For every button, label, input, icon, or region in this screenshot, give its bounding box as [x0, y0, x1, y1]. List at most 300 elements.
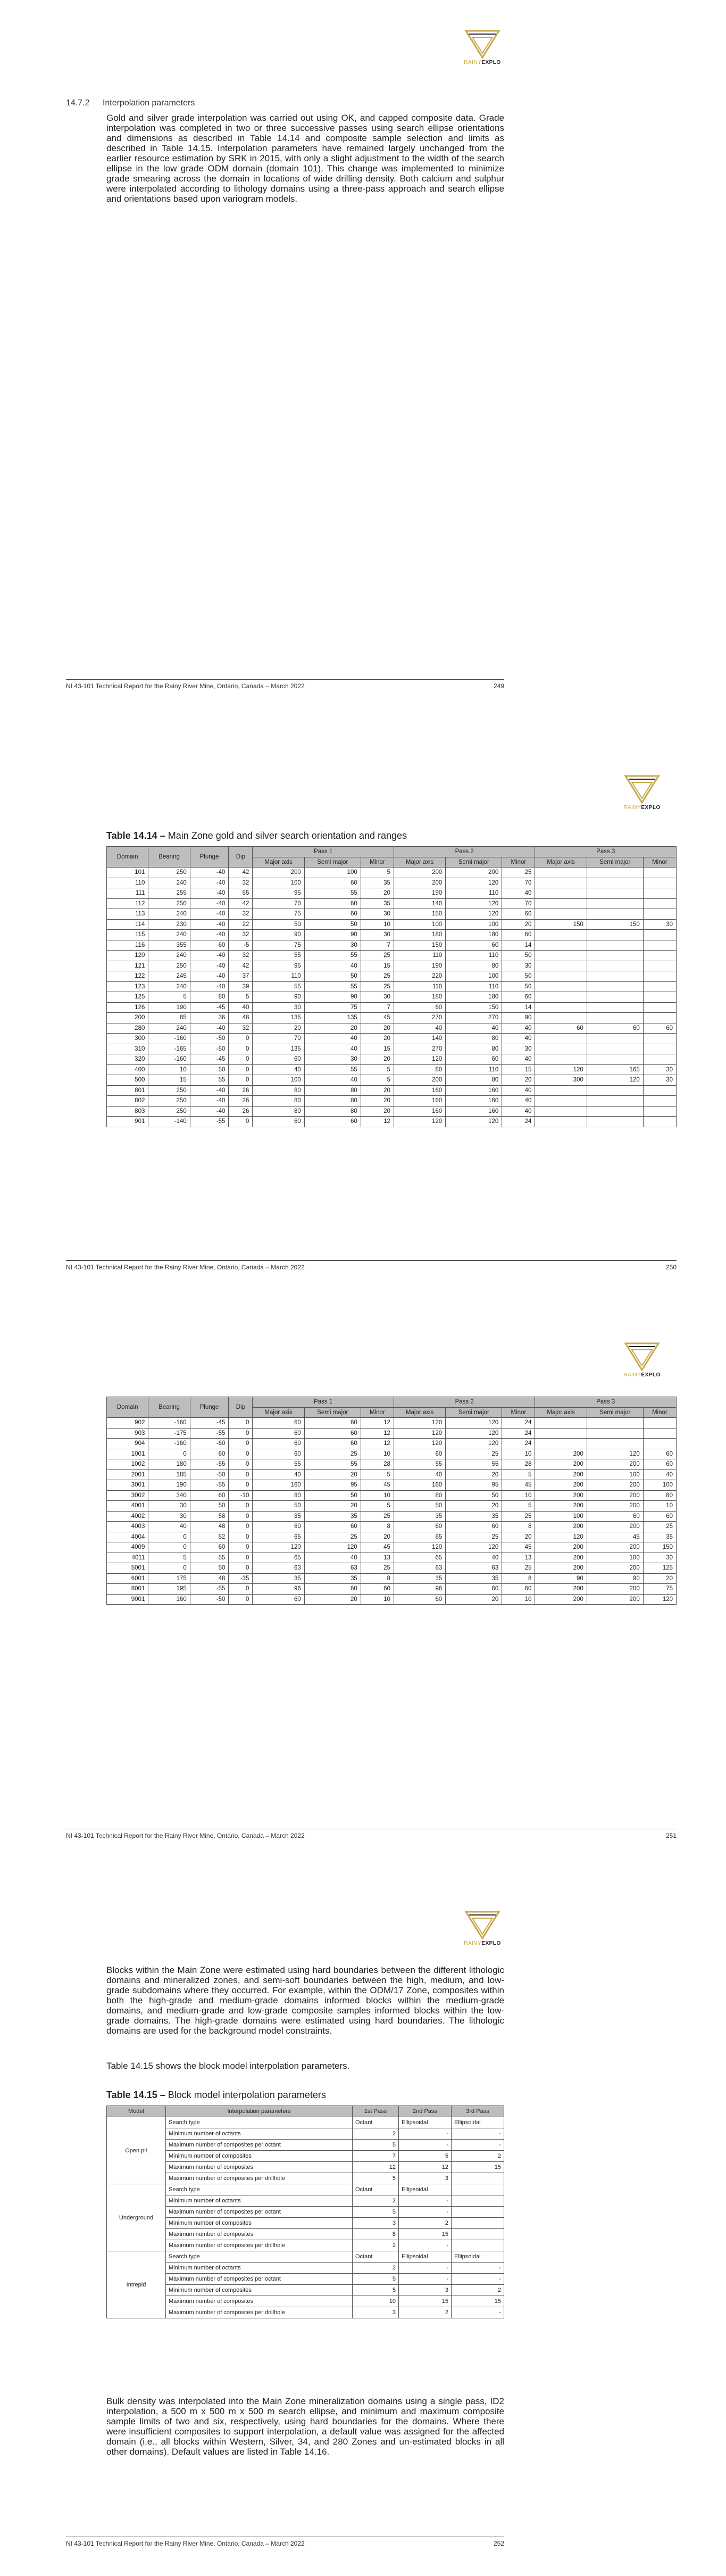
table-cell — [587, 1428, 643, 1439]
table-row — [107, 1418, 677, 1429]
table-cell: 60 — [361, 1584, 394, 1595]
table-row — [107, 1469, 677, 1480]
table-cell: 60 — [587, 1023, 643, 1034]
table-cell: 55 — [304, 1459, 361, 1470]
table-cell: 12 — [361, 1117, 394, 1127]
table-cell: 310 — [107, 1044, 148, 1054]
th-plunge: Plunge — [190, 847, 229, 868]
value-cell: 10 — [353, 2296, 399, 2307]
table-cell — [587, 1096, 643, 1107]
table-cell: 122 — [107, 971, 148, 982]
table-row — [107, 1002, 677, 1013]
table-cell: 80 — [253, 1490, 304, 1501]
table-cell: 200 — [535, 1449, 587, 1459]
table-cell: 30 — [643, 1553, 676, 1563]
value-cell: 15 — [451, 2162, 504, 2173]
table-cell: 200 — [535, 1459, 587, 1470]
value-cell: Octant — [353, 2184, 399, 2195]
table-cell: 110 — [253, 971, 304, 982]
table-cell: 12 — [361, 1439, 394, 1449]
table-cell: 52 — [190, 1532, 229, 1542]
table-cell — [643, 1418, 676, 1429]
table-cell: 12 — [361, 1428, 394, 1439]
table-cell: 240 — [148, 878, 190, 888]
table-cell: 20 — [361, 888, 394, 899]
table-cell: 20 — [361, 1023, 394, 1034]
table-cell: 60 — [535, 1023, 587, 1034]
table-cell: 32 — [229, 951, 253, 961]
table-cell: 165 — [587, 1064, 643, 1075]
table-cell: 190 — [148, 1480, 190, 1491]
table-cell: -55 — [190, 1428, 229, 1439]
table-cell: 0 — [148, 1542, 190, 1553]
table-cell: 100 — [446, 971, 502, 982]
table-cell: 25 — [304, 1532, 361, 1542]
table-cell — [587, 940, 643, 951]
table-row — [107, 2151, 504, 2162]
table-cell: 20 — [446, 1469, 502, 1480]
table-cell: 280 — [107, 1023, 148, 1034]
table-cell: 96 — [394, 1584, 445, 1595]
table-cell: 75 — [253, 940, 304, 951]
value-cell — [451, 2184, 504, 2195]
table-cell: 90 — [304, 930, 361, 940]
table-cell: 50 — [502, 951, 535, 961]
table-row — [107, 1034, 677, 1044]
table-cell — [643, 1054, 676, 1065]
table-row — [107, 2207, 504, 2218]
parameter-cell: Search type — [166, 2184, 353, 2195]
table-cell — [643, 909, 676, 920]
table-cell: 55 — [253, 1459, 304, 1470]
table-cell: 120 — [107, 951, 148, 961]
th-pass1: Pass 1 — [253, 1397, 394, 1408]
table-cell — [535, 992, 587, 1003]
table-cell: 0 — [229, 1511, 253, 1522]
table-cell: 160 — [394, 1480, 445, 1491]
table-cell: 95 — [253, 888, 304, 899]
table-cell: 63 — [394, 1563, 445, 1574]
table-row — [107, 992, 677, 1003]
table-cell: 95 — [253, 961, 304, 971]
table-cell: 60 — [394, 1594, 445, 1605]
table-cell: 114 — [107, 919, 148, 930]
table-cell: 30 — [148, 1511, 190, 1522]
table-cell: 120 — [587, 1075, 643, 1086]
th-minor: Minor — [361, 857, 394, 868]
table-cell: 200 — [587, 1542, 643, 1553]
table-cell: 904 — [107, 1439, 148, 1449]
value-cell — [451, 2229, 504, 2240]
table-cell: 60 — [502, 930, 535, 940]
table-cell: 60 — [304, 1428, 361, 1439]
table-cell: 110 — [394, 981, 445, 992]
th-domain: Domain — [107, 1397, 148, 1418]
footer-text: NI 43-101 Technical Report for the Rainy River Mine, Ontario, Canada – March 2022 — [66, 1832, 305, 1839]
table-cell: 90 — [502, 1013, 535, 1023]
value-cell: Octant — [353, 2251, 399, 2263]
table-cell: -40 — [190, 930, 229, 940]
table-cell: 40 — [304, 1034, 361, 1044]
table-cell: 20 — [304, 1023, 361, 1034]
th-minor: Minor — [643, 1407, 676, 1418]
page-number: 252 — [493, 2540, 504, 2547]
value-cell: - — [398, 2195, 451, 2207]
table-cell: 40 — [502, 888, 535, 899]
table-cell — [587, 1117, 643, 1127]
table-cell: 1002 — [107, 1459, 148, 1470]
table-cell: 200 — [535, 1542, 587, 1553]
table-cell: 50 — [502, 971, 535, 982]
table-cell: 60 — [304, 1418, 361, 1429]
table-cell — [643, 1002, 676, 1013]
table-cell: -40 — [190, 1106, 229, 1117]
table-cell: 120 — [587, 1449, 643, 1459]
table-row — [107, 1054, 677, 1065]
table-cell: 55 — [229, 888, 253, 899]
table-row — [107, 1439, 677, 1449]
table-row — [107, 1563, 677, 1574]
table-cell: 90 — [253, 992, 304, 1003]
value-cell — [451, 2173, 504, 2184]
parameter-cell: Search type — [166, 2117, 353, 2128]
table-cell — [643, 1117, 676, 1127]
table-cell: 80 — [446, 1044, 502, 1054]
caption-title: Block model interpolation parameters — [168, 2090, 326, 2100]
model-cell: Intrepid — [107, 2251, 166, 2318]
table-cell: 55 — [253, 951, 304, 961]
paragraph-boundaries: Blocks within the Main Zone were estimated using hard boundaries between the different lithologic domains and mineralized zones, and semi-soft boundaries between the high, medium, and low-grade subdomains where they occurred. For example, within the ODM/17 Zone, composites within both the high-grade and medium-grade domains informed blocks within the medium-grade domains, and medium-grade and low-grade composite samples informed blocks within the low-grade domains. The high-grade domains were estimated using hard boundaries. The lithologic domains are used for the background model constraints. — [106, 1965, 504, 2036]
table-cell — [535, 930, 587, 940]
table-row — [107, 1480, 677, 1491]
table-cell — [643, 878, 676, 888]
table-cell: 80 — [304, 1085, 361, 1096]
table-cell: 240 — [148, 909, 190, 920]
table-cell: 32 — [229, 878, 253, 888]
th-bearing: Bearing — [148, 1397, 190, 1418]
table-cell: 32 — [229, 1023, 253, 1034]
table-cell — [587, 1054, 643, 1065]
paragraph-bulk-density: Bulk density was interpolated into the Main Zone mineralization domains using a single pass, ID2 interpolation, a 500 m x 500 m x 500 m search ellipse, and minimum and maximum composite sample limits of two and six, respectively, using hard boundaries for the domains. Where there were insufficient composites to support interpolation, a default value was assigned for the affected domain (i.e., all blocks within Western, Silver, 34, and 280 Zones and un-estimated blocks in all other domains). Default values are listed in Table 14.16. — [106, 2396, 504, 2457]
table-cell: 120 — [394, 1054, 445, 1065]
table-row — [107, 2251, 504, 2263]
parameter-cell: Minimum number of octants — [166, 2128, 353, 2140]
value-cell: 2 — [353, 2263, 399, 2274]
table-cell: 40 — [304, 961, 361, 971]
table-cell: 120 — [446, 1418, 502, 1429]
th-minor: Minor — [502, 857, 535, 868]
table-cell: 90 — [253, 930, 304, 940]
value-cell: Ellipsoidal — [398, 2251, 451, 2263]
parameter-cell: Maximum number of composites — [166, 2296, 353, 2307]
table-cell: 95 — [446, 1480, 502, 1491]
table-cell: 230 — [148, 919, 190, 930]
table-cell: 35 — [361, 878, 394, 888]
value-cell: - — [398, 2128, 451, 2140]
table-cell: -45 — [190, 1418, 229, 1429]
table-cell — [535, 888, 587, 899]
table-cell — [535, 951, 587, 961]
value-cell: 3 — [398, 2285, 451, 2296]
table-cell: 116 — [107, 940, 148, 951]
table-cell: 5 — [502, 1501, 535, 1512]
table-cell: 60 — [190, 1490, 229, 1501]
table-cell: 8 — [502, 1522, 535, 1532]
table-cell — [535, 940, 587, 951]
table-cell: 120 — [394, 1439, 445, 1449]
table-cell: -40 — [190, 878, 229, 888]
th-semi: Semi major — [446, 1407, 502, 1418]
table-cell: 28 — [361, 1459, 394, 1470]
triangle-logo-icon — [464, 1909, 501, 1939]
table-cell: 60 — [253, 1439, 304, 1449]
table-cell: 0 — [229, 1117, 253, 1127]
value-cell: 5 — [353, 2140, 399, 2151]
table-cell — [643, 1085, 676, 1096]
table-row — [107, 981, 677, 992]
table-cell — [643, 961, 676, 971]
value-cell: 5 — [353, 2285, 399, 2296]
table-cell: -175 — [148, 1428, 190, 1439]
table-row — [107, 919, 677, 930]
table-row — [107, 1106, 677, 1117]
th-pass3: Pass 3 — [535, 847, 677, 857]
table-cell: 60 — [643, 1023, 676, 1034]
table-cell: 40 — [304, 1044, 361, 1054]
table-cell — [643, 1034, 676, 1044]
table-cell: 40 — [502, 1054, 535, 1065]
table-cell — [535, 868, 587, 878]
table-cell: 60 — [643, 1511, 676, 1522]
table-cell: 60 — [253, 1428, 304, 1439]
table-cell: 120 — [394, 1542, 445, 1553]
table-cell: -160 — [148, 1054, 190, 1065]
table-cell: 100 — [253, 1075, 304, 1086]
table-cell — [587, 951, 643, 961]
table-cell: 200 — [394, 868, 445, 878]
table-cell: 180 — [148, 1459, 190, 1470]
table-cell: 120 — [446, 1117, 502, 1127]
table-cell: 113 — [107, 909, 148, 920]
table-cell: 160 — [394, 1085, 445, 1096]
value-cell: Ellipsoidal — [451, 2117, 504, 2128]
table-cell: 200 — [587, 1501, 643, 1512]
table-cell: 140 — [394, 1034, 445, 1044]
table-cell: 30 — [253, 1002, 304, 1013]
table-row — [107, 2274, 504, 2285]
table-cell — [587, 1013, 643, 1023]
table-cell: 35 — [643, 1532, 676, 1542]
table-row — [107, 951, 677, 961]
table-cell: 150 — [394, 909, 445, 920]
th-minor: Minor — [361, 1407, 394, 1418]
page-number: 251 — [665, 1832, 677, 1839]
table-cell: 200 — [394, 878, 445, 888]
table-cell: 120 — [535, 1532, 587, 1542]
th-semi: Semi major — [587, 857, 643, 868]
table-row — [107, 1075, 677, 1086]
table-cell: 26 — [229, 1085, 253, 1096]
value-cell: 15 — [398, 2229, 451, 2240]
table-cell: 60 — [253, 1418, 304, 1429]
table-row — [107, 1044, 677, 1054]
table-row — [107, 1013, 677, 1023]
table-cell: 200 — [535, 1501, 587, 1512]
table-cell: 5 — [361, 1064, 394, 1075]
value-cell: 2 — [353, 2128, 399, 2140]
logo-text-a: RAINY — [623, 805, 641, 811]
table-cell: 45 — [587, 1532, 643, 1542]
value-cell: 3 — [398, 2173, 451, 2184]
table-cell: 6001 — [107, 1573, 148, 1584]
table-cell: 5 — [502, 1469, 535, 1480]
th-bearing: Bearing — [148, 847, 190, 868]
table-cell: 50 — [190, 1064, 229, 1075]
table-cell: 42 — [229, 961, 253, 971]
th-pass3: Pass 3 — [535, 1397, 677, 1408]
table-cell: 0 — [229, 1480, 253, 1491]
logo-text-b: EXPLO — [641, 805, 661, 811]
table-cell: 90 — [304, 992, 361, 1003]
table-cell: 4011 — [107, 1553, 148, 1563]
table-cell: 13 — [502, 1553, 535, 1563]
table-cell: 0 — [229, 1553, 253, 1563]
table-cell: 24 — [502, 1418, 535, 1429]
value-cell: - — [451, 2307, 504, 2318]
table-cell: 14 — [502, 1002, 535, 1013]
table-cell: 250 — [148, 961, 190, 971]
table-cell: 0 — [229, 1075, 253, 1086]
table-cell: 25 — [502, 1563, 535, 1574]
table-cell — [587, 1418, 643, 1429]
table-cell: 200 — [535, 1594, 587, 1605]
table-cell: 75 — [643, 1584, 676, 1595]
table-cell — [643, 888, 676, 899]
table-cell: -50 — [190, 1044, 229, 1054]
table-cell: 90 — [587, 1573, 643, 1584]
logo-text-b: EXPLO — [641, 1372, 661, 1378]
table-cell: 25 — [446, 1449, 502, 1459]
table-row — [107, 1449, 677, 1459]
value-cell: - — [398, 2263, 451, 2274]
model-cell: Underground — [107, 2184, 166, 2251]
table-row — [107, 2140, 504, 2151]
table-cell: 63 — [253, 1563, 304, 1574]
table-cell: -40 — [190, 951, 229, 961]
table-cell: 50 — [253, 919, 304, 930]
table-cell: 70 — [253, 1034, 304, 1044]
table-cell: 20 — [361, 1106, 394, 1117]
table-cell — [587, 1439, 643, 1449]
table-cell: 40 — [304, 1075, 361, 1086]
parameter-cell: Search type — [166, 2251, 353, 2263]
table-cell: 270 — [446, 1013, 502, 1023]
table-cell: 100 — [304, 868, 361, 878]
footer-text: NI 43-101 Technical Report for the Rainy River Mine, Ontario, Canada – March 2022 — [66, 682, 305, 690]
table-cell: 100 — [535, 1511, 587, 1522]
th-semi: Semi major — [446, 857, 502, 868]
table-cell — [587, 898, 643, 909]
th-semi: Semi major — [304, 857, 361, 868]
table-cell: 20 — [361, 1034, 394, 1044]
footer-rule — [66, 1260, 677, 1261]
table-row — [107, 930, 677, 940]
table-cell: 25 — [502, 1511, 535, 1522]
logo-text-a: RAINY — [464, 60, 482, 65]
table-cell: -165 — [148, 1044, 190, 1054]
parameter-cell: Maximum number of composites per octant — [166, 2140, 353, 2151]
table-cell: 20 — [502, 1532, 535, 1542]
table-cell: 115 — [107, 930, 148, 940]
value-cell: 8 — [353, 2229, 399, 2240]
table-row — [107, 2128, 504, 2140]
table-cell: 36 — [190, 1013, 229, 1023]
table-cell: 5 — [148, 992, 190, 1003]
table-cell: 32 — [229, 930, 253, 940]
table-cell: -55 — [190, 1459, 229, 1470]
table-cell: 40 — [446, 1023, 502, 1034]
table-row — [107, 1573, 677, 1584]
table-cell: 60 — [253, 1117, 304, 1127]
table-cell: 55 — [190, 1075, 229, 1086]
table-cell: 65 — [394, 1532, 445, 1542]
table-cell: 55 — [304, 888, 361, 899]
table-cell: -140 — [148, 1117, 190, 1127]
table-cell: 0 — [229, 1584, 253, 1595]
table-cell: 35 — [253, 1511, 304, 1522]
parameter-cell: Minimum number of composites — [166, 2151, 353, 2162]
table-row — [107, 1532, 677, 1542]
caption-label: Table 14.15 – — [106, 2090, 165, 2100]
value-cell: - — [451, 2274, 504, 2285]
table-cell: 4009 — [107, 1542, 148, 1553]
table-cell: 35 — [304, 1573, 361, 1584]
table-cell: 60 — [394, 1522, 445, 1532]
table-cell: 35 — [394, 1573, 445, 1584]
table-cell: 63 — [446, 1563, 502, 1574]
table-cell: 25 — [361, 1563, 394, 1574]
table-cell: 0 — [229, 1439, 253, 1449]
table-cell: 60 — [253, 1054, 304, 1065]
table-cell: 12 — [361, 1418, 394, 1429]
table-cell: 60 — [446, 940, 502, 951]
table-row — [107, 1064, 677, 1075]
table-cell: 55 — [253, 981, 304, 992]
table-row — [107, 1542, 677, 1553]
table-cell: 14 — [502, 940, 535, 951]
triangle-logo-icon — [623, 1340, 661, 1371]
table-cell: 10 — [502, 1594, 535, 1605]
table-cell — [587, 888, 643, 899]
table-cell: 60 — [304, 1439, 361, 1449]
table-cell: 10 — [502, 1490, 535, 1501]
table-cell: 120 — [446, 1428, 502, 1439]
table-cell: 45 — [502, 1480, 535, 1491]
company-logo — [458, 1909, 506, 1946]
table-cell: 35 — [361, 898, 394, 909]
value-cell: Ellipsoidal — [398, 2117, 451, 2128]
table-cell: 10 — [361, 1449, 394, 1459]
th-parameters: Interpolation parameters — [166, 2106, 353, 2117]
table-cell: 5 — [229, 992, 253, 1003]
table-cell: 30 — [361, 909, 394, 920]
paragraph-interpolation: Gold and silver grade interpolation was carried out using OK, and capped composite data. Grade interpolation was completed in two or three successive passes using search ellipse orientations and dimensions as described in Table 14.14 and composite sample selection and limits as described in Table 14.15. Interpolation parameters have remained largely unchanged from the earlier resource estimation by SRK in 2015, with only a slight adjustment to the width of the search ellipse in the low grade ODM domain (domain 101). This change was implemented to minimize grade smearing across the domain in locations of wide drilling density. Both calcium and sulphur were interpolated according to lithology domains using a three-pass approach and search ellipse and orientations based upon variogram models. — [106, 113, 504, 204]
th-pass2: Pass 2 — [394, 1397, 535, 1408]
table-cell: 245 — [148, 971, 190, 982]
table-cell: 35 — [446, 1573, 502, 1584]
table-row — [107, 1594, 677, 1605]
table-cell: 7 — [361, 1002, 394, 1013]
